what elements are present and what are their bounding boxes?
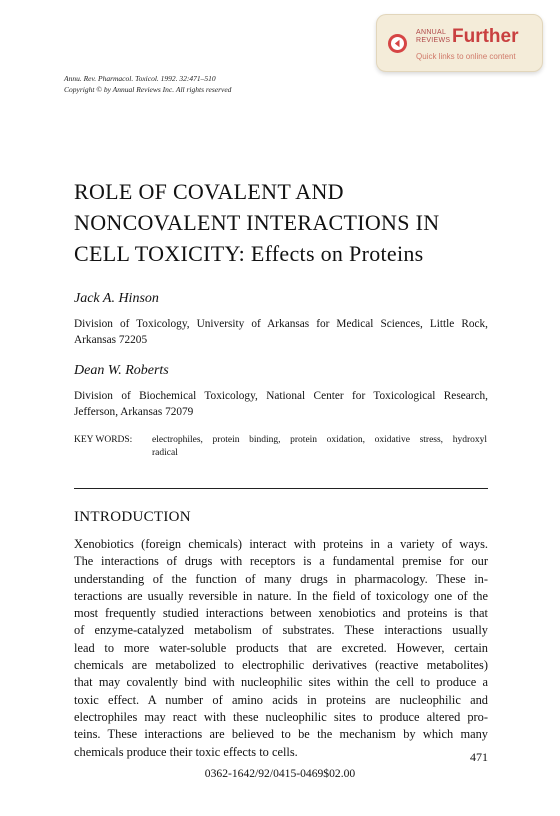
- affiliation-line: Arkansas 72205: [74, 334, 148, 346]
- keywords-label: KEY WORDS:: [74, 435, 133, 445]
- affiliation-line: Division of Biochemical Toxicology, National Center for Toxicological Research,: [74, 390, 488, 402]
- article-title: [74, 176, 514, 269]
- banner-subtitle[interactable]: Quick links to online content: [416, 52, 516, 61]
- title-line: ROLE OF COVALENT AND: [74, 179, 344, 204]
- keywords-list: [152, 434, 487, 460]
- paragraph-line: chemicals are metabolized to electrophilic derivatives (reactive metabolites): [74, 658, 488, 673]
- paragraph-line: toxic effect. A number of amino acids in proteins are nucleophilic and: [74, 692, 488, 707]
- banner-reviews-label: REVIEWS: [416, 37, 451, 44]
- journal-citation: Annu. Rev. Pharmacol. Toxicol. 1992. 32:471–510: [64, 74, 216, 83]
- paragraph-line: understanding of the function of many drugs in pharmacology. These in-: [74, 571, 488, 586]
- author-name: Dean W. Roberts: [74, 363, 169, 378]
- keywords-line: radical: [152, 448, 178, 458]
- affiliation-line: Division of Toxicology, University of Arkansas for Medical Sciences, Little Rock,: [74, 318, 488, 330]
- paragraph-line: most frequently studied interactions between xenobiotics and proteins is that: [74, 606, 488, 621]
- banner-annual-label: ANNUAL: [416, 29, 447, 36]
- paragraph-line: of enzyme-catalyzed metabolism of substrates. These interactions usually: [74, 623, 488, 638]
- title-line: NONCOVALENT INTERACTIONS IN: [74, 210, 440, 235]
- title-line: CELL TOXICITY: Effects on Proteins: [74, 241, 424, 266]
- author-affiliation: [74, 316, 488, 348]
- keywords-line: electrophiles, protein binding, protein oxidation, oxidative stress, hydroxyl: [152, 435, 487, 445]
- paragraph-line: The interactions of drugs with receptors is a fundamental premise for our: [74, 554, 488, 569]
- author-affiliation: [74, 388, 488, 420]
- section-divider: [74, 488, 488, 489]
- introduction-paragraph: [74, 536, 488, 761]
- page-number: 471: [470, 750, 488, 764]
- author-name: Jack A. Hinson: [74, 291, 159, 306]
- paragraph-line: Xenobiotics (foreign chemicals) interact with proteins in a variety of ways.: [74, 537, 488, 551]
- paragraph-line: teractions are usually reversible in nature. In the field of toxicology one of the: [74, 588, 488, 603]
- paragraph-line: lead to more water-soluble products that are excreted. However, certain: [74, 640, 488, 655]
- paragraph-line: chemicals produce their toxic effects to cells.: [74, 744, 298, 759]
- section-heading: INTRODUCTION: [74, 509, 191, 525]
- banner-brand[interactable]: Further: [452, 26, 519, 47]
- copyright-line: Copyright © by Annual Reviews Inc. All rights reserved: [64, 85, 232, 94]
- footer-code: 0362-1642/92/0415-0469$02.00: [204, 767, 356, 780]
- speaker-play-icon[interactable]: [388, 34, 407, 53]
- paragraph-line: electrophiles may react with these nucleophilic sites to produce altered pro-: [74, 709, 488, 724]
- affiliation-line: Jefferson, Arkansas 72079: [74, 406, 194, 418]
- paragraph-line: teins. These interactions are believed to be the mechanism by which many: [74, 727, 488, 742]
- paragraph-line: that may covalently bind with nucleophilic sites within the cell to produce a: [74, 675, 488, 690]
